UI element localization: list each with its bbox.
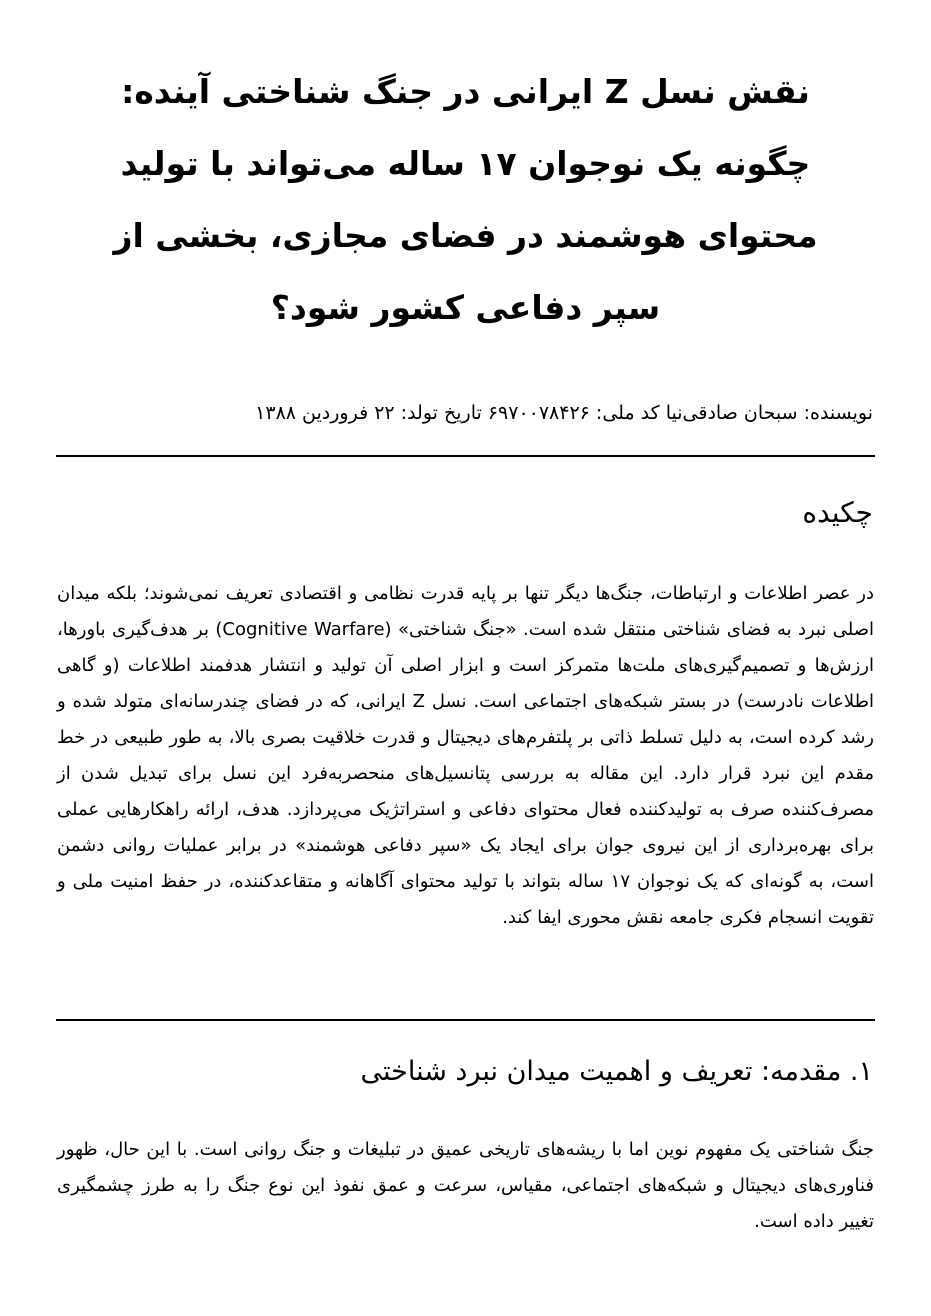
abstract-heading: چکیده xyxy=(802,496,873,529)
horizontal-rule-middle xyxy=(56,1019,875,1021)
section-1-heading: ۱. مقدمه: تعریف و اهمیت میدان نبرد شناختی xyxy=(360,1056,873,1087)
introduction-paragraph: جنگ شناختی یک مفهوم نوین اما با ریشه‌های تاریخی عمیق در تبلیغات و جنگ روانی است. با این حال، ظهور فناوری‌های دیجیتال و شبکه‌های اجتماعی، مقیاس، سرعت و عمق نفوذ این نوع جنگ را به طرز چشمگیری تغییر داده است. xyxy=(57,1139,874,1232)
abstract-paragraph: در عصر اطلاعات و ارتباطات، جنگ‌ها دیگر تنها بر پایه قدرت نظامی و اقتصادی تعریف نمی‌شوند؛ بلکه میدان اصلی نبرد به فضای شناختی منتقل شده است. «جنگ شناختی» (Cognitive Warfare) بر هدف‌گیری باورها، ارزش‌ها و تصمیم‌گیری‌های ملت‌ها متمرکز است و ابزار اصلی آن تولید و انتشار هدفمند اطلاعات (و گاهی اطلاعات نادرست) در بستر شبکه‌های اجتماعی است. نسل Z ایرانی، که در فضای چندرسانه‌ای متولد شده و رشد کرده است، به دلیل تسلط ذاتی بر پلتفرم‌های دیجیتال و قدرت خلاقیت بصری بالا، به طور طبیعی در خط مقدم این نبرد قرار دارد. این مقاله به بررسی پتانسیل‌های منحصربه‌فرد این نسل برای تبدیل شدن از مصرف‌کننده صرف به تولیدکننده فعال محتوای دفاعی و استراتژیک می‌پردازد. هدف، ارائه راهکارهایی عملی برای بهره‌برداری از این نیروی جوان برای ایجاد یک «سپر دفاعی هوشمند» در برابر عملیات روانی دشمن است، به گونه‌ای که یک نوجوان ۱۷ ساله بتواند با تولید محتوای آگاهانه و متقاعدکننده، در حفظ امنیت ملی و تقویت انسجام فکری جامعه نقش محوری ایفا کند. xyxy=(57,583,875,928)
author-byline: نویسنده: سبحان صادقی‌نیا کد ملی: ۶۹۷۰۰۷۸۴۲۶ تاریخ تولد: ۲۲ فروردین ۱۳۸۸ xyxy=(255,402,873,424)
document-title: نقش نسل Z ایرانی در جنگ شناختی آینده: چگونه یک نوجوان ۱۷ ساله می‌تواند با تولید محتوای هوشمند در فضای مجازی، بخشی از سپر دفاعی کشور شود؟ xyxy=(113,72,818,327)
horizontal-rule-top xyxy=(56,455,875,457)
